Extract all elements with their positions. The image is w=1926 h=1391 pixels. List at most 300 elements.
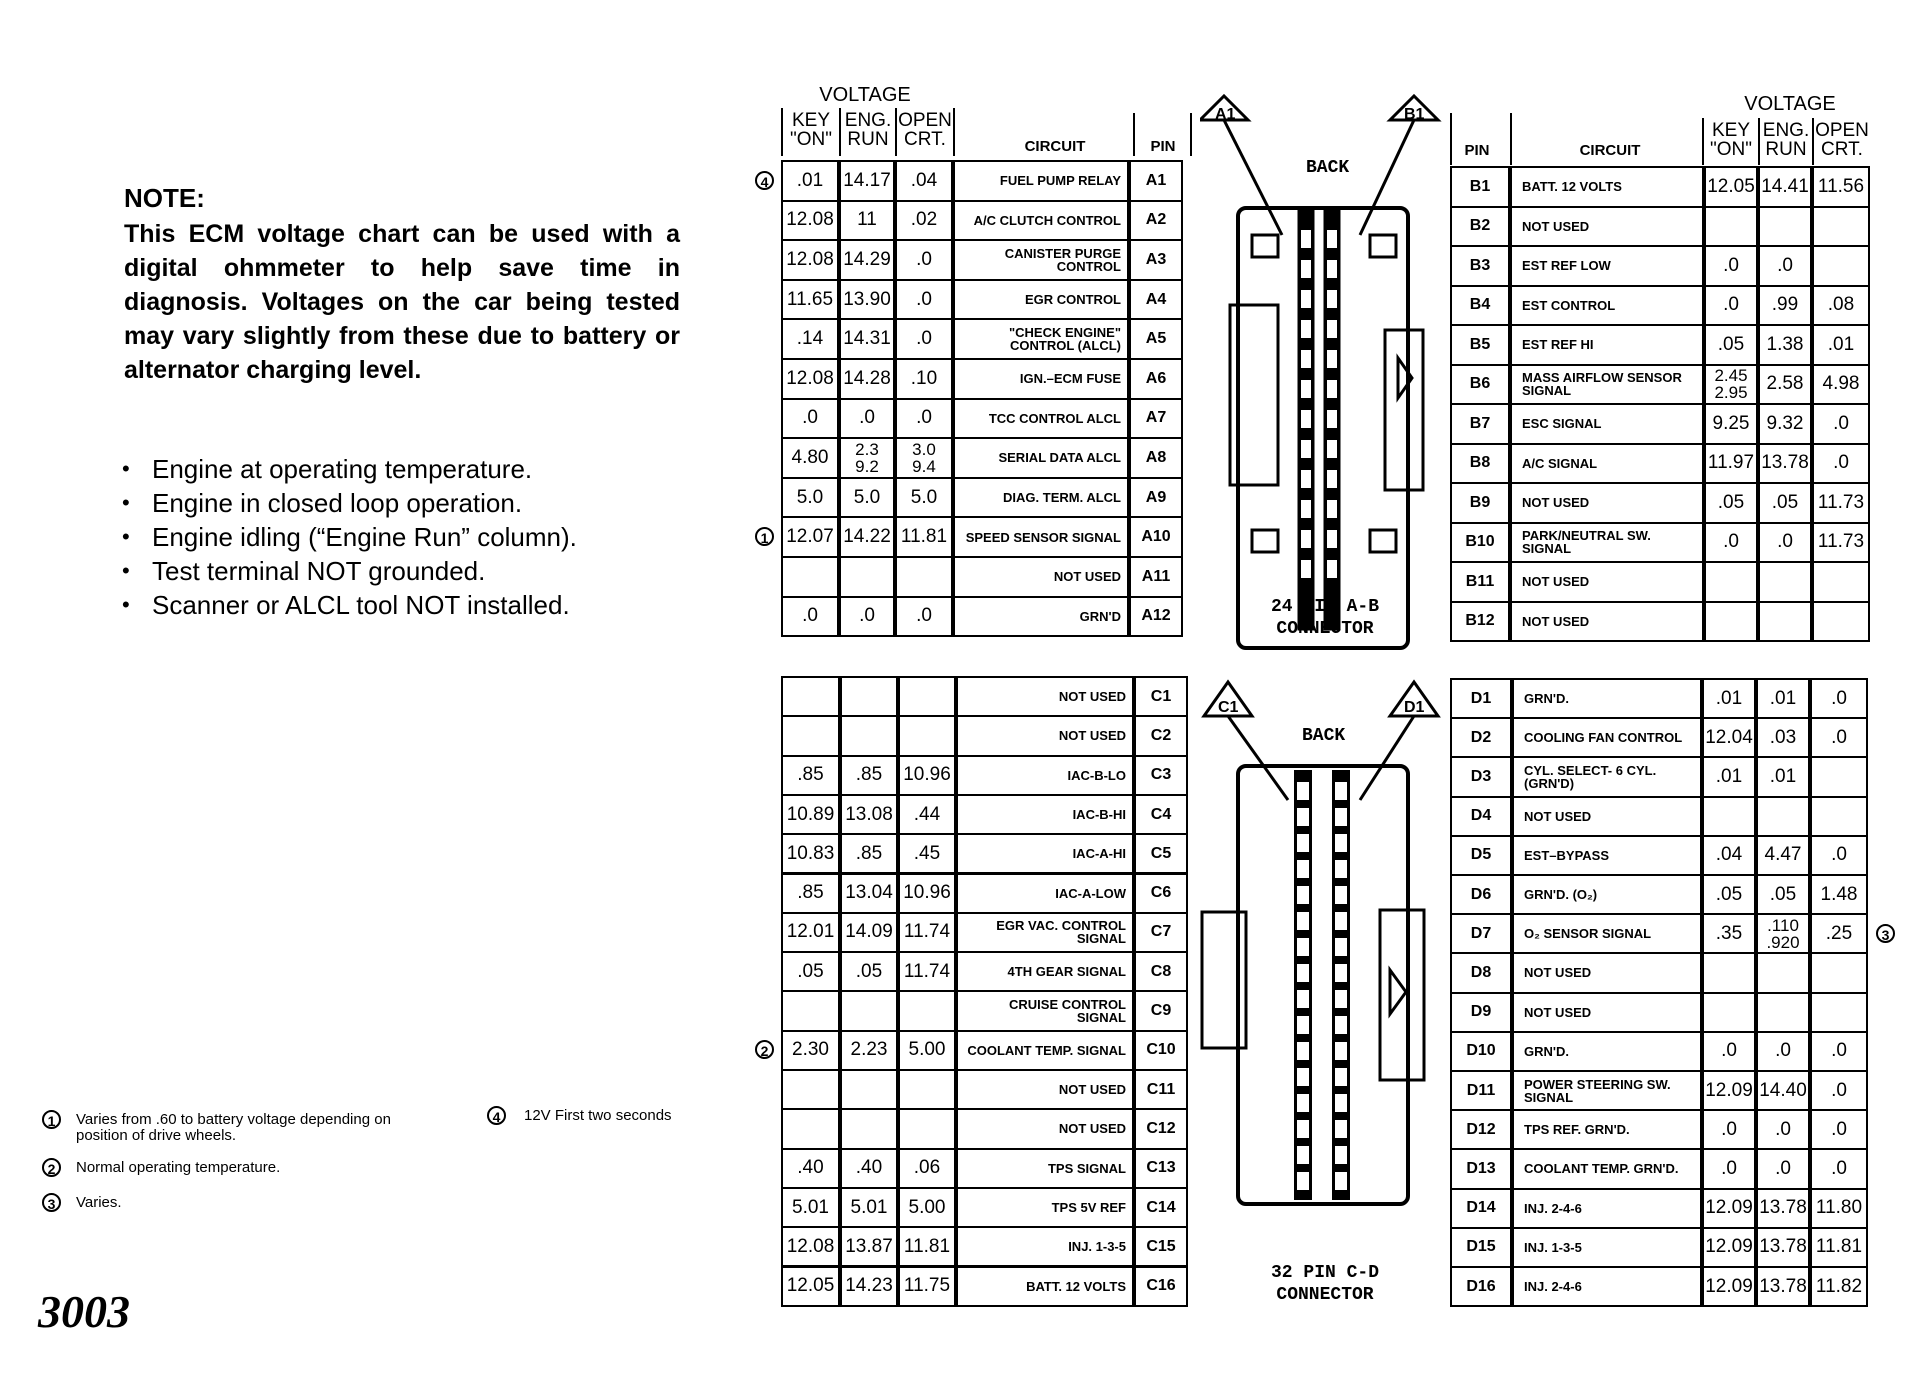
pin-id: D5 (1450, 835, 1512, 876)
eng-run-value: .99 (1758, 285, 1812, 327)
circuit-name: NOT USED (1510, 482, 1704, 524)
circuit-name: DIAG. TERM. ALCL (953, 477, 1129, 519)
header-divider (1510, 113, 1512, 165)
pin-id: C11 (1134, 1069, 1188, 1110)
pin-id: D11 (1450, 1070, 1512, 1111)
eng-run-value (1756, 796, 1810, 837)
key-on-value (1702, 992, 1756, 1033)
pin-id: D4 (1450, 796, 1512, 837)
open-crt-value: .44 (898, 794, 956, 835)
eng-run-value: .0 (839, 398, 895, 440)
circuit-name: "CHECK ENGINE" CONTROL (ALCL) (953, 318, 1129, 360)
circuit-name: 4TH GEAR SIGNAL (956, 951, 1134, 992)
eng-run-value: 2.3 9.2 (839, 437, 895, 479)
pin-id: B3 (1450, 245, 1510, 287)
eng-run-value (1758, 206, 1812, 248)
circuit-name: GRN'D. (O₂) (1512, 874, 1702, 915)
open-crt-value: .04 (895, 160, 953, 202)
key-on-value: 11.97 (1704, 443, 1758, 485)
circuit-name: EGR CONTROL (953, 279, 1129, 321)
circuit-name: BATT. 12 VOLTS (956, 1266, 1134, 1307)
open-crt-value: .10 (895, 358, 953, 400)
pin-id: B11 (1450, 561, 1510, 603)
key-on-value: .05 (1704, 482, 1758, 524)
eng-run-value: .40 (840, 1148, 898, 1189)
pin-id: B10 (1450, 522, 1510, 564)
key-on-value: .0 (1702, 1031, 1756, 1072)
key-on-value: 12.08 (781, 239, 839, 281)
key-on-value: .40 (781, 1148, 840, 1189)
key-arrow-icon (1390, 970, 1406, 1014)
open-crt-value: 11.80 (1810, 1188, 1868, 1229)
pin-id: A3 (1129, 239, 1183, 281)
key-on-value: .05 (1702, 874, 1756, 915)
pin-id: C5 (1134, 833, 1188, 874)
pin-id: B1 (1450, 166, 1510, 208)
eng-run-value: .05 (840, 951, 898, 992)
open-crt-value: .01 (1812, 324, 1870, 366)
open-crt-value: .45 (898, 833, 956, 874)
circled-number-icon: 4 (755, 171, 774, 190)
key-on-value: .0 (1702, 1109, 1756, 1150)
open-crt-value: 11.74 (898, 951, 956, 992)
circuit-name: IAC-B-HI (956, 794, 1134, 835)
open-crt-value: .0 (895, 596, 953, 638)
open-crt-value (895, 556, 953, 598)
circuit-name: NOT USED (1510, 601, 1704, 643)
footnote-text: Varies. (76, 1194, 122, 1211)
eng-run-value: 13.04 (840, 873, 898, 914)
circled-number-icon: 4 (487, 1106, 506, 1125)
footnote-text: 12V First two seconds (524, 1107, 672, 1124)
eng-run-value (840, 1108, 898, 1149)
header-key-on: KEY "ON" (790, 110, 832, 150)
eng-run-value: .03 (1756, 717, 1810, 758)
note-bullet: • Engine in closed loop operation. (120, 486, 577, 520)
pin-id: A10 (1129, 516, 1183, 558)
eng-run-value: .01 (1756, 678, 1810, 719)
key-on-value (1704, 601, 1758, 643)
pin-id: D13 (1450, 1148, 1512, 1189)
footnote-2 (42, 1160, 442, 1180)
key-on-value: 5.01 (781, 1187, 840, 1228)
key-on-value: .05 (1704, 324, 1758, 366)
eng-run-value: .0 (839, 596, 895, 638)
circuit-name: EST–BYPASS (1512, 835, 1702, 876)
open-crt-value: 5.00 (898, 1187, 956, 1228)
circuit-name: SPEED SENSOR SIGNAL (953, 516, 1129, 558)
circuit-name: CANISTER PURGE CONTROL (953, 239, 1129, 281)
header-eng-run: ENG. RUN (1762, 120, 1810, 160)
eng-run-value: 13.78 (1756, 1266, 1810, 1307)
note-bullet-list (120, 452, 577, 622)
circuit-name: EST REF HI (1510, 324, 1704, 366)
key-on-value (1704, 561, 1758, 603)
pin-id: D14 (1450, 1188, 1512, 1229)
open-crt-value: .0 (1810, 717, 1868, 758)
open-crt-value: .0 (1812, 443, 1870, 485)
eng-run-value: 13.78 (1756, 1227, 1810, 1268)
pin-id: B5 (1450, 324, 1510, 366)
header-circuit: CIRCUIT (1024, 138, 1086, 155)
circuit-name: A/C CLUTCH CONTROL (953, 200, 1129, 242)
circuit-name: NOT USED (953, 556, 1129, 598)
key-on-value: .0 (1704, 522, 1758, 564)
circled-number-icon: 2 (42, 1158, 61, 1177)
eng-run-value: 14.09 (840, 912, 898, 953)
key-on-value (781, 1069, 840, 1110)
pin-id: C1 (1134, 676, 1188, 717)
circuit-name: SERIAL DATA ALCL (953, 437, 1129, 479)
open-crt-value: 11.81 (895, 516, 953, 558)
circuit-name: NOT USED (1512, 796, 1702, 837)
eng-run-value: .85 (840, 755, 898, 796)
open-crt-value (898, 1069, 956, 1110)
connector-ab-label: 24 PIN A-B CONNECTOR (1270, 597, 1380, 639)
key-on-value: 5.0 (781, 477, 839, 519)
header-open-crt: OPEN CRT. (898, 110, 952, 150)
note-body: This ECM voltage chart can be used with a digital ohmmeter to help save time in diagnosis. Voltages on the car being tested may vary slightly from these due to battery or alternator charging level. (124, 220, 680, 384)
circuit-name: INJ. 2-4-6 (1512, 1188, 1702, 1229)
pin-id: C3 (1134, 755, 1188, 796)
circuit-name: ESC SIGNAL (1510, 403, 1704, 445)
eng-run-value: 13.78 (1756, 1188, 1810, 1229)
key-on-value: .0 (1704, 245, 1758, 287)
header-divider (1133, 113, 1135, 156)
eng-run-value: .0 (1756, 1031, 1810, 1072)
open-crt-value: .0 (1812, 403, 1870, 445)
circuit-name: IAC-B-LO (956, 755, 1134, 796)
header-pin: PIN (1464, 142, 1490, 159)
open-crt-value (898, 990, 956, 1031)
pin-id: D2 (1450, 717, 1512, 758)
pin-id: D1 (1450, 678, 1512, 719)
eng-run-value (1756, 952, 1810, 993)
key-on-value: 12.05 (781, 1266, 840, 1307)
eng-run-value: 13.87 (840, 1226, 898, 1267)
eng-run-value (1758, 561, 1812, 603)
eng-run-value: 14.23 (840, 1266, 898, 1307)
open-crt-value: 11.73 (1812, 522, 1870, 564)
open-crt-value: .0 (895, 279, 953, 321)
note-title: NOTE: (124, 183, 205, 213)
eng-run-value (840, 990, 898, 1031)
eng-run-value: 13.90 (839, 279, 895, 321)
voltage-header-a: VOLTAGE (819, 84, 911, 106)
key-on-value: .0 (781, 398, 839, 440)
circuit-name: NOT USED (1512, 992, 1702, 1033)
open-crt-value (1812, 245, 1870, 287)
open-crt-value: 5.00 (898, 1030, 956, 1071)
circuit-name: IAC-A-LOW (956, 873, 1134, 914)
header-eng-run: ENG. RUN (844, 110, 892, 150)
circuit-name: NOT USED (1510, 561, 1704, 603)
note-bullet: • Engine at operating temperature. (120, 452, 577, 486)
open-crt-value: .02 (895, 200, 953, 242)
pin-id: A1 (1129, 160, 1183, 202)
open-crt-value (1812, 561, 1870, 603)
open-crt-value: 11.81 (898, 1226, 956, 1267)
pin-id: D12 (1450, 1109, 1512, 1150)
key-on-value: .0 (1704, 285, 1758, 327)
circled-number-icon: 3 (1876, 924, 1895, 943)
eng-run-value: 2.23 (840, 1030, 898, 1071)
eng-run-value: 13.78 (1758, 443, 1812, 485)
eng-run-value: .05 (1756, 874, 1810, 915)
key-on-value: 11.65 (781, 279, 839, 321)
key-on-value: 12.05 (1704, 166, 1758, 208)
key-on-value: 4.80 (781, 437, 839, 479)
circuit-name: NOT USED (1512, 952, 1702, 993)
pin-id: C15 (1134, 1226, 1188, 1267)
open-crt-value (898, 1108, 956, 1149)
eng-run-value: 1.38 (1758, 324, 1812, 366)
circuit-name: EST CONTROL (1510, 285, 1704, 327)
pin-id: C2 (1134, 715, 1188, 756)
circuit-name: NOT USED (956, 1108, 1134, 1149)
key-on-value (1704, 206, 1758, 248)
pin-id: C16 (1134, 1266, 1188, 1307)
key-on-value: 12.08 (781, 1226, 840, 1267)
circuit-name: NOT USED (1510, 206, 1704, 248)
eng-run-value: 4.47 (1756, 835, 1810, 876)
open-crt-value: .0 (1810, 1031, 1868, 1072)
eng-run-value: .0 (1758, 522, 1812, 564)
pin-id: D9 (1450, 992, 1512, 1033)
key-on-value: .0 (781, 596, 839, 638)
circled-number-icon: 2 (755, 1040, 774, 1059)
pin-id: D16 (1450, 1266, 1512, 1307)
header-pin: PIN (1150, 138, 1176, 155)
pin-id: A7 (1129, 398, 1183, 440)
key-on-value: 12.09 (1702, 1266, 1756, 1307)
circuit-name: NOT USED (956, 1069, 1134, 1110)
eng-run-value (840, 715, 898, 756)
open-crt-value (898, 715, 956, 756)
circuit-name: A/C SIGNAL (1510, 443, 1704, 485)
circled-number-icon: 1 (755, 527, 774, 546)
note-bullet: • Scanner or ALCL tool NOT installed. (120, 588, 577, 622)
open-crt-value: .0 (895, 398, 953, 440)
connector-cd-label: 32 PIN C-D CONNECTOR (1270, 1263, 1380, 1305)
pin-id: D6 (1450, 874, 1512, 915)
key-on-value: 2.30 (781, 1030, 840, 1071)
open-crt-value: 11.75 (898, 1266, 956, 1307)
pin-id: A5 (1129, 318, 1183, 360)
key-on-value: .01 (1702, 756, 1756, 797)
header-open-crt: OPEN CRT. (1815, 120, 1869, 160)
open-crt-value: .06 (898, 1148, 956, 1189)
circuit-name: PARK/NEUTRAL SW. SIGNAL (1510, 522, 1704, 564)
header-divider (1450, 113, 1452, 165)
key-on-value: 12.08 (781, 358, 839, 400)
key-on-value (781, 715, 840, 756)
circuit-name: FUEL PUMP RELAY (953, 160, 1129, 202)
footnote-1 (42, 1112, 442, 1146)
eng-run-value: .110 .920 (1756, 913, 1810, 954)
eng-run-value (1758, 601, 1812, 643)
open-crt-value: 11.74 (898, 912, 956, 953)
pin-id: A12 (1129, 596, 1183, 638)
pin-id: D15 (1450, 1227, 1512, 1268)
key-on-value (1702, 796, 1756, 837)
eng-run-value: 9.32 (1758, 403, 1812, 445)
pin-id: B7 (1450, 403, 1510, 445)
key-on-value (781, 556, 839, 598)
pin-id: C14 (1134, 1187, 1188, 1228)
eng-run-value (1756, 992, 1810, 1033)
key-on-value: 12.09 (1702, 1070, 1756, 1111)
eng-run-value: .0 (1756, 1109, 1810, 1150)
circled-number-icon: 3 (42, 1193, 61, 1212)
open-crt-value: .0 (1810, 1070, 1868, 1111)
open-crt-value (1812, 206, 1870, 248)
key-on-value: 2.45 2.95 (1704, 364, 1758, 406)
pin-id: B8 (1450, 443, 1510, 485)
connector-cd-diagram (1200, 670, 1450, 1240)
header-divider (1190, 113, 1192, 156)
key-on-value: 12.09 (1702, 1227, 1756, 1268)
circuit-name: INJ. 2-4-6 (1512, 1266, 1702, 1307)
open-crt-value: 11.81 (1810, 1227, 1868, 1268)
pin-id: C8 (1134, 951, 1188, 992)
open-crt-value: 10.96 (898, 873, 956, 914)
header-divider (953, 108, 955, 156)
circuit-name: GRN'D. (1512, 678, 1702, 719)
pin-id: D7 (1450, 913, 1512, 954)
circuit-name: COOLANT TEMP. GRN'D. (1512, 1148, 1702, 1189)
eng-run-value: 13.08 (840, 794, 898, 835)
circuit-name: COOLING FAN CONTROL (1512, 717, 1702, 758)
eng-run-value: .0 (1758, 245, 1812, 287)
eng-run-value: 14.22 (839, 516, 895, 558)
pin-id: A11 (1129, 556, 1183, 598)
connector-back-label: BACK (1302, 726, 1346, 746)
eng-run-value: 14.17 (839, 160, 895, 202)
pin-id: D3 (1450, 756, 1512, 797)
pin-id: B2 (1450, 206, 1510, 248)
key-on-value: .04 (1702, 835, 1756, 876)
key-on-value: .14 (781, 318, 839, 360)
circuit-name: EGR VAC. CONTROL SIGNAL (956, 912, 1134, 953)
pin-id: A8 (1129, 437, 1183, 479)
eng-run-value: .0 (1756, 1148, 1810, 1189)
footnote-4 (487, 1108, 727, 1128)
eng-run-value: 14.40 (1756, 1070, 1810, 1111)
key-on-value: 9.25 (1704, 403, 1758, 445)
circuit-name: IGN.–ECM FUSE (953, 358, 1129, 400)
circuit-name: COOLANT TEMP. SIGNAL (956, 1030, 1134, 1071)
key-on-value (781, 990, 840, 1031)
page-number: 3003 (38, 1286, 130, 1337)
pin-id: A4 (1129, 279, 1183, 321)
open-crt-value (1810, 756, 1868, 797)
key-on-value: .85 (781, 873, 840, 914)
key-on-value: .01 (781, 160, 839, 202)
circuit-name: NOT USED (956, 715, 1134, 756)
open-crt-value (1810, 992, 1868, 1033)
eng-run-value: 11 (839, 200, 895, 242)
circuit-name: CRUISE CONTROL SIGNAL (956, 990, 1134, 1031)
circuit-name: TPS 5V REF (956, 1187, 1134, 1228)
eng-run-value: 5.01 (840, 1187, 898, 1228)
open-crt-value: 5.0 (895, 477, 953, 519)
pin-tag-c1: C1 (1218, 699, 1239, 716)
note-bullet: • Engine idling (“Engine Run” column). (120, 520, 577, 554)
open-crt-value: 1.48 (1810, 874, 1868, 915)
eng-run-value (839, 556, 895, 598)
open-crt-value: .25 (1810, 913, 1868, 954)
open-crt-value: 11.82 (1810, 1266, 1868, 1307)
key-on-value: 12.04 (1702, 717, 1756, 758)
pin-id: B4 (1450, 285, 1510, 327)
key-on-value: .0 (1702, 1148, 1756, 1189)
open-crt-value (898, 676, 956, 717)
pin-id: C6 (1134, 873, 1188, 914)
header-key-on: KEY "ON" (1710, 120, 1752, 160)
eng-run-value: 14.29 (839, 239, 895, 281)
circuit-name: INJ. 1-3-5 (1512, 1227, 1702, 1268)
open-crt-value: .0 (1810, 835, 1868, 876)
circuit-name: O₂ SENSOR SIGNAL (1512, 913, 1702, 954)
header-circuit: CIRCUIT (1579, 142, 1641, 159)
pin-tag-d1: D1 (1404, 699, 1425, 716)
circuit-name: MASS AIRFLOW SENSOR SIGNAL (1510, 364, 1704, 406)
voltage-header-b: VOLTAGE (1744, 93, 1836, 115)
pin-id: C9 (1134, 990, 1188, 1031)
key-on-value (781, 676, 840, 717)
open-crt-value: 11.73 (1812, 482, 1870, 524)
circuit-name: TPS SIGNAL (956, 1148, 1134, 1189)
eng-run-value (840, 1069, 898, 1110)
key-on-value: 12.09 (1702, 1188, 1756, 1229)
eng-run-value: 14.31 (839, 318, 895, 360)
circuit-name: GRN'D (953, 596, 1129, 638)
eng-run-value: .85 (840, 833, 898, 874)
circuit-name: INJ. 1-3-5 (956, 1226, 1134, 1267)
open-crt-value (1812, 601, 1870, 643)
key-on-value: .01 (1702, 678, 1756, 719)
circuit-name: BATT. 12 VOLTS (1510, 166, 1704, 208)
open-crt-value: .0 (1810, 1109, 1868, 1150)
circuit-name: POWER STEERING SW. SIGNAL (1512, 1070, 1702, 1111)
note-bullet: • Test terminal NOT grounded. (120, 554, 577, 588)
circuit-name: EST REF LOW (1510, 245, 1704, 287)
open-crt-value: .08 (1812, 285, 1870, 327)
key-on-value (781, 1108, 840, 1149)
key-on-value: .85 (781, 755, 840, 796)
open-crt-value (1810, 952, 1868, 993)
pin-id: B12 (1450, 601, 1510, 643)
open-crt-value: .0 (1810, 1148, 1868, 1189)
key-on-value: 12.07 (781, 516, 839, 558)
eng-run-value: .01 (1756, 756, 1810, 797)
key-on-value: .05 (781, 951, 840, 992)
eng-run-value: 14.41 (1758, 166, 1812, 208)
footnote-text: Normal operating temperature. (76, 1159, 281, 1176)
pin-id: C7 (1134, 912, 1188, 953)
open-crt-value (1810, 796, 1868, 837)
eng-run-value: 14.28 (839, 358, 895, 400)
open-crt-value: 11.56 (1812, 166, 1870, 208)
pin-tag-b1: B1 (1404, 106, 1425, 123)
eng-run-value: 5.0 (839, 477, 895, 519)
key-on-value: .35 (1702, 913, 1756, 954)
key-on-value (1702, 952, 1756, 993)
pin-id: C4 (1134, 794, 1188, 835)
circuit-name: TPS REF. GRN'D. (1512, 1109, 1702, 1150)
key-on-value: 10.83 (781, 833, 840, 874)
